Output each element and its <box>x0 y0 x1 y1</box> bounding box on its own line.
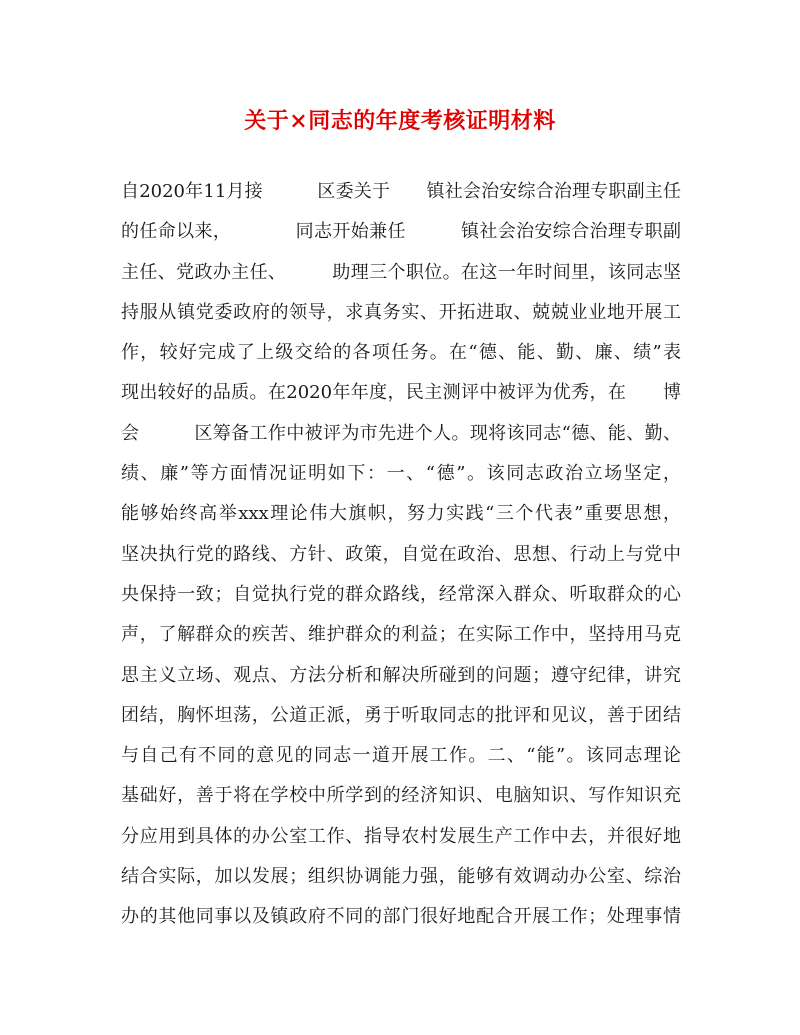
body-line: 声，了解群众的疾苦、维护群众的利益；在实际工作中，坚持用马克 <box>121 624 681 646</box>
body-line: 办的其他同事以及镇政府不同的部门很好地配合开展工作；处理事情 <box>121 906 681 928</box>
body-line: 团结，胸怀坦荡，公道正派，勇于听取同志的批评和见议，善于团结 <box>121 704 681 726</box>
body-line: 绩、廉”等方面情况证明如下：一、“德”。该同志政治立场坚定， <box>121 463 681 485</box>
body-line: 现出较好的品质。在2020年年度，民主测评中被评为优秀，在 博 <box>121 382 681 404</box>
body-line: 作，较好完成了上级交给的各项任务。在“德、能、勤、廉、绩”表 <box>121 342 681 364</box>
body-line: 结合实际，加以发展；组织协调能力强，能够有效调动办公室、综治 <box>121 866 681 888</box>
body-line: 能够始终高举xxx理论伟大旗帜，努力实践“三个代表”重要思想， <box>121 503 681 525</box>
body-line: 持服从镇党委政府的领导，求真务实、开拓进取、兢兢业业地开展工 <box>121 301 681 323</box>
body-line: 主任、党政办主任、 助理三个职位。在这一年时间里，该同志坚 <box>121 261 681 283</box>
body-line: 坚决执行党的路线、方针、政策，自觉在政治、思想、行动上与党中 <box>121 543 681 565</box>
body-line: 央保持一致；自觉执行党的群众路线，经常深入群众、听取群众的心 <box>121 583 681 605</box>
body-line: 思主义立场、观点、方法分析和解决所碰到的问题；遵守纪律，讲究 <box>121 664 681 686</box>
body-line: 自2020年11月接 区委关于 镇社会治安综合治理专职副主任 <box>121 181 681 202</box>
body-line: 与自己有不同的意见的同志一道开展工作。二、“能”。该同志理论 <box>121 745 681 767</box>
document-body <box>121 176 681 942</box>
body-line: 分应用到具体的办公室工作、指导农村发展生产工作中去，并很好地 <box>121 825 681 847</box>
body-line: 会 区筹备工作中被评为市先进个人。现将该同志“德、能、勤、 <box>121 422 681 444</box>
document-title: 关于×同志的年度考核证明材料 <box>244 108 556 134</box>
body-line: 基础好，善于将在学校中所学到的经济知识、电脑知识、写作知识充 <box>121 785 681 807</box>
body-line: 的任命以来， 同志开始兼任 镇社会治安综合治理专职副 <box>121 221 681 243</box>
